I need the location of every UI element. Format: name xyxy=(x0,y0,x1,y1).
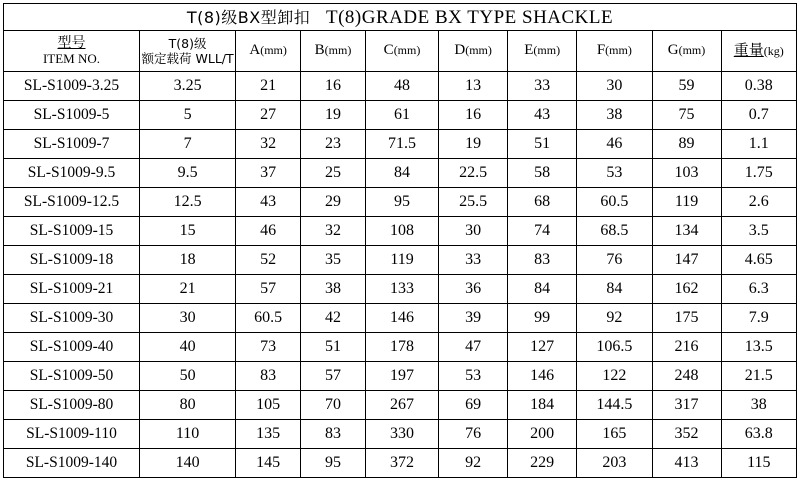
cell-g: 317 xyxy=(652,391,721,420)
cell-f: 106.5 xyxy=(577,333,652,362)
cell-wll: 50 xyxy=(139,362,235,391)
cell-wll: 12.5 xyxy=(139,188,235,217)
cell-b: 95 xyxy=(301,449,366,478)
header-wll: T(8)级 额定载荷 WLL/T xyxy=(139,31,235,72)
cell-d: 19 xyxy=(439,130,508,159)
cell-model: SL-S1009-15 xyxy=(4,217,140,246)
cell-a: 27 xyxy=(236,101,301,130)
table-row xyxy=(4,159,797,188)
table-body xyxy=(4,72,797,478)
cell-e: 229 xyxy=(508,449,577,478)
column-header-row xyxy=(4,31,797,72)
cell-c: 48 xyxy=(365,72,438,101)
cell-a: 135 xyxy=(236,420,301,449)
header-dim-g: G(mm) xyxy=(652,31,721,72)
cell-g: 119 xyxy=(652,188,721,217)
cell-g: 89 xyxy=(652,130,721,159)
cell-c: 267 xyxy=(365,391,438,420)
table-row xyxy=(4,246,797,275)
cell-a: 73 xyxy=(236,333,301,362)
cell-g: 352 xyxy=(652,420,721,449)
table-row xyxy=(4,130,797,159)
cell-g: 59 xyxy=(652,72,721,101)
cell-weight: 0.7 xyxy=(721,101,796,130)
cell-b: 38 xyxy=(301,275,366,304)
cell-b: 32 xyxy=(301,217,366,246)
cell-e: 184 xyxy=(508,391,577,420)
cell-model: SL-S1009-110 xyxy=(4,420,140,449)
cell-weight: 1.75 xyxy=(721,159,796,188)
cell-d: 36 xyxy=(439,275,508,304)
table-row xyxy=(4,101,797,130)
cell-f: 84 xyxy=(577,275,652,304)
cell-e: 33 xyxy=(508,72,577,101)
cell-f: 38 xyxy=(577,101,652,130)
title-row xyxy=(4,4,797,31)
cell-c: 197 xyxy=(365,362,438,391)
cell-d: 76 xyxy=(439,420,508,449)
cell-weight: 2.6 xyxy=(721,188,796,217)
cell-e: 84 xyxy=(508,275,577,304)
cell-b: 51 xyxy=(301,333,366,362)
cell-wll: 30 xyxy=(139,304,235,333)
cell-g: 216 xyxy=(652,333,721,362)
cell-g: 413 xyxy=(652,449,721,478)
table-row xyxy=(4,420,797,449)
cell-wll: 3.25 xyxy=(139,72,235,101)
header-dim-c: C(mm) xyxy=(365,31,438,72)
cell-wll: 9.5 xyxy=(139,159,235,188)
cell-d: 69 xyxy=(439,391,508,420)
cell-model: SL-S1009-12.5 xyxy=(4,188,140,217)
cell-wll: 40 xyxy=(139,333,235,362)
cell-a: 60.5 xyxy=(236,304,301,333)
cell-b: 16 xyxy=(301,72,366,101)
table-row xyxy=(4,275,797,304)
table-row xyxy=(4,72,797,101)
cell-d: 53 xyxy=(439,362,508,391)
cell-weight: 1.1 xyxy=(721,130,796,159)
shackle-spec-table xyxy=(3,3,797,478)
cell-e: 58 xyxy=(508,159,577,188)
cell-wll: 5 xyxy=(139,101,235,130)
cell-model: SL-S1009-5 xyxy=(4,101,140,130)
header-dim-d: D(mm) xyxy=(439,31,508,72)
cell-a: 105 xyxy=(236,391,301,420)
cell-c: 330 xyxy=(365,420,438,449)
cell-model: SL-S1009-7 xyxy=(4,130,140,159)
cell-weight: 4.65 xyxy=(721,246,796,275)
table-row xyxy=(4,188,797,217)
cell-c: 108 xyxy=(365,217,438,246)
cell-weight: 21.5 xyxy=(721,362,796,391)
cell-a: 46 xyxy=(236,217,301,246)
cell-f: 122 xyxy=(577,362,652,391)
cell-weight: 63.8 xyxy=(721,420,796,449)
cell-f: 68.5 xyxy=(577,217,652,246)
table-row xyxy=(4,449,797,478)
cell-d: 47 xyxy=(439,333,508,362)
cell-model: SL-S1009-50 xyxy=(4,362,140,391)
cell-f: 53 xyxy=(577,159,652,188)
cell-model: SL-S1009-9.5 xyxy=(4,159,140,188)
cell-weight: 13.5 xyxy=(721,333,796,362)
title-chinese: T(8)级BX型卸扣 xyxy=(186,8,311,27)
cell-c: 119 xyxy=(365,246,438,275)
cell-d: 22.5 xyxy=(439,159,508,188)
cell-a: 57 xyxy=(236,275,301,304)
cell-c: 178 xyxy=(365,333,438,362)
cell-a: 43 xyxy=(236,188,301,217)
cell-b: 23 xyxy=(301,130,366,159)
cell-model: SL-S1009-21 xyxy=(4,275,140,304)
cell-d: 92 xyxy=(439,449,508,478)
cell-b: 70 xyxy=(301,391,366,420)
cell-b: 83 xyxy=(301,420,366,449)
cell-wll: 80 xyxy=(139,391,235,420)
cell-b: 42 xyxy=(301,304,366,333)
cell-model: SL-S1009-30 xyxy=(4,304,140,333)
cell-f: 92 xyxy=(577,304,652,333)
table-row xyxy=(4,304,797,333)
header-dim-e: E(mm) xyxy=(508,31,577,72)
cell-weight: 6.3 xyxy=(721,275,796,304)
cell-a: 52 xyxy=(236,246,301,275)
cell-b: 29 xyxy=(301,188,366,217)
cell-e: 99 xyxy=(508,304,577,333)
cell-wll: 18 xyxy=(139,246,235,275)
cell-c: 95 xyxy=(365,188,438,217)
cell-a: 145 xyxy=(236,449,301,478)
cell-e: 200 xyxy=(508,420,577,449)
cell-wll: 110 xyxy=(139,420,235,449)
header-dim-a: A(mm) xyxy=(236,31,301,72)
cell-wll: 21 xyxy=(139,275,235,304)
cell-d: 39 xyxy=(439,304,508,333)
cell-d: 25.5 xyxy=(439,188,508,217)
cell-d: 13 xyxy=(439,72,508,101)
cell-c: 372 xyxy=(365,449,438,478)
cell-e: 83 xyxy=(508,246,577,275)
cell-b: 25 xyxy=(301,159,366,188)
cell-wll: 7 xyxy=(139,130,235,159)
cell-e: 127 xyxy=(508,333,577,362)
cell-weight: 7.9 xyxy=(721,304,796,333)
cell-e: 51 xyxy=(508,130,577,159)
cell-b: 35 xyxy=(301,246,366,275)
table-row xyxy=(4,391,797,420)
cell-wll: 140 xyxy=(139,449,235,478)
cell-b: 57 xyxy=(301,362,366,391)
cell-model: SL-S1009-3.25 xyxy=(4,72,140,101)
cell-wll: 15 xyxy=(139,217,235,246)
cell-g: 175 xyxy=(652,304,721,333)
cell-c: 61 xyxy=(365,101,438,130)
cell-weight: 0.38 xyxy=(721,72,796,101)
cell-a: 37 xyxy=(236,159,301,188)
cell-c: 133 xyxy=(365,275,438,304)
cell-e: 68 xyxy=(508,188,577,217)
cell-e: 146 xyxy=(508,362,577,391)
header-item-no: 型号 ITEM NO. xyxy=(4,31,140,72)
cell-g: 103 xyxy=(652,159,721,188)
cell-model: SL-S1009-80 xyxy=(4,391,140,420)
cell-c: 146 xyxy=(365,304,438,333)
header-dim-f: F(mm) xyxy=(577,31,652,72)
cell-f: 46 xyxy=(577,130,652,159)
cell-b: 19 xyxy=(301,101,366,130)
cell-c: 84 xyxy=(365,159,438,188)
cell-weight: 115 xyxy=(721,449,796,478)
cell-e: 43 xyxy=(508,101,577,130)
cell-model: SL-S1009-18 xyxy=(4,246,140,275)
cell-f: 165 xyxy=(577,420,652,449)
cell-d: 16 xyxy=(439,101,508,130)
cell-g: 248 xyxy=(652,362,721,391)
cell-f: 30 xyxy=(577,72,652,101)
header-dim-b: B(mm) xyxy=(301,31,366,72)
cell-a: 21 xyxy=(236,72,301,101)
cell-weight: 38 xyxy=(721,391,796,420)
cell-d: 33 xyxy=(439,246,508,275)
header-weight: 重量(kg) xyxy=(721,31,796,72)
table-row xyxy=(4,333,797,362)
cell-g: 134 xyxy=(652,217,721,246)
title-english: T(8)GRADE BX TYPE SHACKLE xyxy=(326,7,614,28)
cell-a: 83 xyxy=(236,362,301,391)
cell-a: 32 xyxy=(236,130,301,159)
cell-g: 147 xyxy=(652,246,721,275)
cell-f: 76 xyxy=(577,246,652,275)
cell-g: 75 xyxy=(652,101,721,130)
cell-model: SL-S1009-40 xyxy=(4,333,140,362)
table-title xyxy=(4,4,797,31)
cell-f: 60.5 xyxy=(577,188,652,217)
spec-sheet xyxy=(0,3,800,471)
cell-weight: 3.5 xyxy=(721,217,796,246)
cell-c: 71.5 xyxy=(365,130,438,159)
cell-f: 203 xyxy=(577,449,652,478)
cell-f: 144.5 xyxy=(577,391,652,420)
table-row xyxy=(4,362,797,391)
cell-g: 162 xyxy=(652,275,721,304)
table-row xyxy=(4,217,797,246)
cell-model: SL-S1009-140 xyxy=(4,449,140,478)
cell-d: 30 xyxy=(439,217,508,246)
cell-e: 74 xyxy=(508,217,577,246)
